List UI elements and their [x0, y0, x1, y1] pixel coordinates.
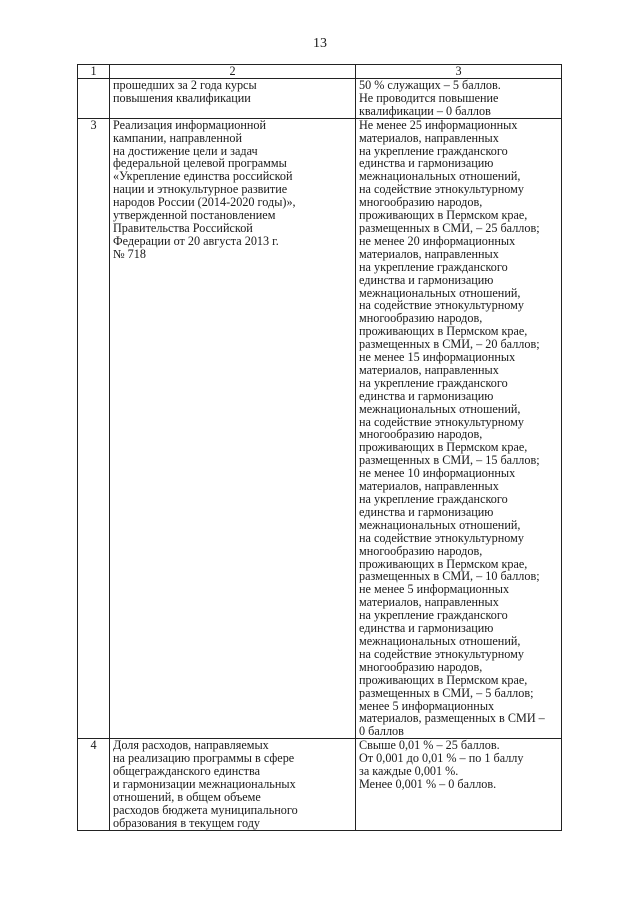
score-text-line: многообразию народов,: [359, 427, 483, 442]
score-text-line: на содействие этнокультурному: [359, 298, 524, 313]
header-cell-indicator: 2: [110, 65, 356, 79]
score-text-line: размещенных в СМИ, – 5 баллов;: [359, 685, 534, 700]
indicator-text-line: отношений, в общем объеме: [113, 789, 261, 804]
page-number: 13: [313, 36, 327, 51]
score-text-line: на содействие этнокультурному: [359, 646, 524, 661]
score-text-line: на содействие этнокультурному: [359, 530, 524, 545]
score-text-line: квалификации – 0 баллов: [359, 103, 491, 118]
row-number-cell: [78, 79, 110, 119]
score-text-line: размещенных в СМИ, – 10 баллов;: [359, 569, 540, 584]
header-cell-score: 3: [356, 65, 562, 79]
score-text-line: на укрепление гражданского: [359, 492, 508, 506]
score-text-line: размещенных в СМИ, – 20 баллов;: [359, 337, 540, 352]
score-cell: [356, 79, 562, 119]
score-cell: [356, 118, 562, 739]
score-text-line: на содействие этнокультурному: [359, 414, 524, 429]
score-text-line: 50 % служащих – 5 баллов.: [359, 78, 501, 92]
indicator-text-line: Федерации от 20 августа 2013 г.: [113, 233, 279, 248]
score-text-line: Не проводится повышение: [359, 90, 499, 105]
score-text-line: материалов, направленных: [359, 130, 499, 145]
score-text-line: многообразию народов,: [359, 659, 483, 674]
score-text-line: единства и гармонизацию: [359, 272, 494, 287]
score-text-line: материалов, направленных: [359, 479, 499, 494]
indicator-text-line: № 718: [113, 246, 146, 261]
row-number-cell: 4: [78, 739, 110, 830]
score-text-line: размещенных в СМИ, – 25 баллов;: [359, 220, 540, 235]
score-text-line: многообразию народов,: [359, 195, 483, 210]
indicator-text-line: на реализацию программы в сфере: [113, 751, 295, 766]
score-text-line: на укрепление гражданского: [359, 259, 508, 274]
indicator-text-line: повышения квалификации: [113, 90, 251, 105]
score-text-line: многообразию народов,: [359, 543, 483, 558]
score-text-line: Не менее 25 информационных: [359, 117, 518, 132]
indicator-text-line: федеральной целевой программы: [113, 156, 287, 171]
indicator-text-line: и гармонизации межнациональных: [113, 776, 296, 791]
score-text-line: 0 баллов: [359, 724, 404, 739]
score-text-line: Свыше 0,01 % – 25 баллов.: [359, 738, 500, 753]
score-text-line: единства и гармонизацию: [359, 621, 494, 636]
header-row: [78, 65, 562, 79]
score-text-line: не менее 10 информационных: [359, 466, 516, 481]
score-text-line: размещенных в СМИ, – 15 баллов;: [359, 453, 540, 468]
score-text-line: проживающих в Пермском крае,: [359, 208, 528, 223]
score-text-line: межнациональных отношений,: [359, 517, 521, 532]
indicator-text-line: на достижение цели и задач: [113, 143, 258, 158]
score-text-line: проживающих в Пермском крае,: [359, 324, 528, 339]
score-text-line: От 0,001 до 0,01 % – по 1 баллу: [359, 751, 524, 766]
score-text-line: единства и гармонизацию: [359, 156, 494, 171]
score-text-line: межнациональных отношений,: [359, 633, 521, 648]
row-number-cell: 3: [78, 118, 110, 739]
score-text-line: многообразию народов,: [359, 311, 483, 326]
score-cell: [356, 739, 562, 830]
indicator-cell: [110, 739, 356, 830]
indicator-text-line: нации и этнокультурное развитие: [113, 182, 288, 197]
score-text-line: межнациональных отношений,: [359, 285, 521, 300]
score-text-line: материалов, направленных: [359, 362, 499, 377]
score-text-line: на укрепление гражданского: [359, 143, 508, 158]
score-text-line: не менее 15 информационных: [359, 350, 516, 365]
indicator-text-line: утвержденной постановлением: [113, 208, 276, 223]
score-text-line: межнациональных отношений,: [359, 401, 521, 416]
table-row: [78, 739, 562, 830]
indicator-text-line: Реализация информационной: [113, 117, 266, 132]
criteria-table-body: [78, 65, 562, 831]
score-text-line: проживающих в Пермском крае,: [359, 672, 528, 687]
score-text-line: материалов, направленных: [359, 246, 499, 261]
indicator-text-line: «Укрепление единства российской: [113, 169, 293, 184]
indicator-cell: [110, 79, 356, 119]
score-text-line: менее 5 информационных: [359, 698, 495, 713]
criteria-table: [77, 64, 562, 831]
score-text-line: на содействие этнокультурному: [359, 182, 524, 197]
indicator-text-line: общегражданского единства: [113, 764, 261, 779]
score-text-line: межнациональных отношений,: [359, 169, 521, 184]
table-row: [78, 118, 562, 739]
score-text-line: проживающих в Пермском крае,: [359, 440, 528, 455]
score-text-line: не менее 20 информационных: [359, 233, 516, 248]
header-cell-number: 1: [78, 65, 110, 79]
score-text-line: единства и гармонизацию: [359, 388, 494, 403]
score-text-line: за каждые 0,001 %.: [359, 764, 459, 779]
score-text-line: единства и гармонизацию: [359, 504, 494, 519]
indicator-text-line: Доля расходов, направляемых: [113, 738, 269, 753]
score-text-line: не менее 5 информационных: [359, 582, 510, 597]
score-text-line: проживающих в Пермском крае,: [359, 556, 528, 571]
score-text-line: на укрепление гражданского: [359, 608, 508, 623]
score-text-line: материалов, размещенных в СМИ –: [359, 711, 545, 726]
indicator-text-line: расходов бюджета муниципального: [113, 802, 298, 817]
indicator-text-line: Правительства Российской: [113, 220, 253, 235]
score-text-line: Менее 0,001 % – 0 баллов.: [359, 776, 497, 791]
indicator-cell: [110, 118, 356, 739]
indicator-text-line: прошедших за 2 года курсы: [113, 78, 257, 92]
indicator-text-line: народов России (2014-2020 годы)»,: [113, 195, 296, 210]
score-text-line: материалов, направленных: [359, 595, 499, 610]
indicator-text-line: образования в текущем году: [113, 815, 260, 830]
table-row: [78, 79, 562, 119]
indicator-text-line: кампании, направленной: [113, 130, 242, 145]
score-text-line: на укрепление гражданского: [359, 375, 508, 390]
